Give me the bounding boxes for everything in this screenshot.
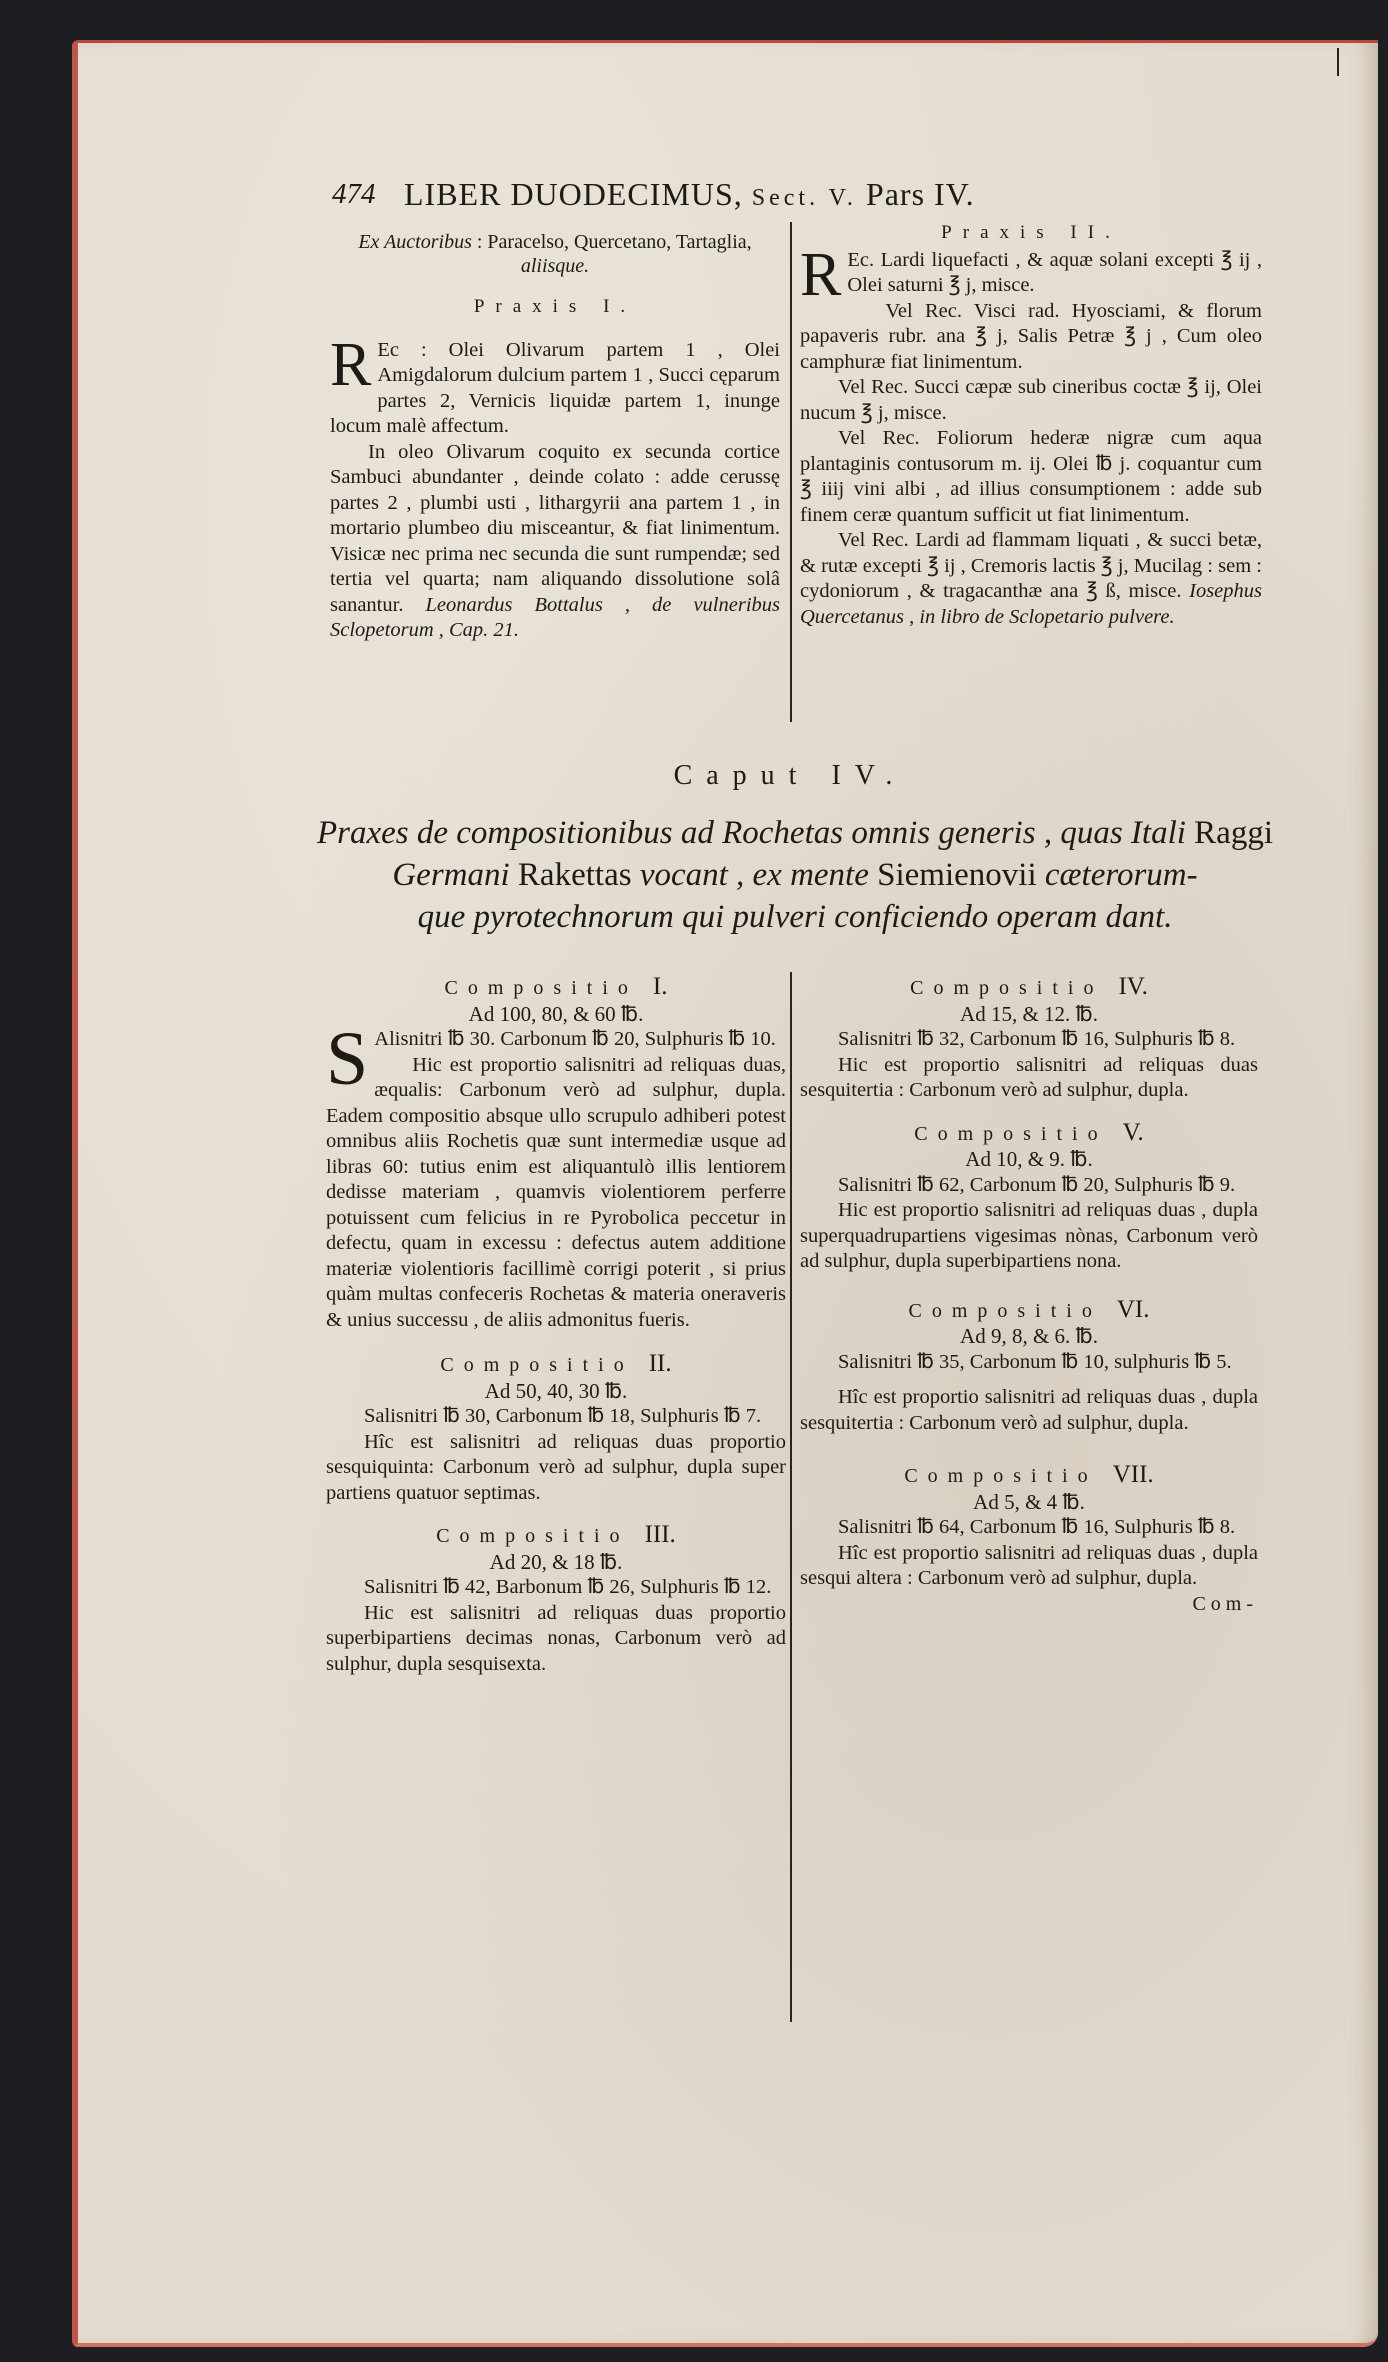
- authors-text: : Paracelso, Quercetano, Tartaglia,: [476, 231, 752, 253]
- chapter-heading: [300, 812, 1290, 938]
- composition-4: [800, 974, 1258, 1104]
- composition-quantity: Ad 15, & 12. ℔.: [960, 1001, 1098, 1026]
- paragraph-text: In oleo Olivarum coquito ex secunda cortice Sambuci abundanter , deinde colato : adde cerussę partes 2 , plumbi usti , lithargyrii ana partem 1 , in mortario plumbeo diu misceantur, & fiat linimentum. Visicæ nec prima nec secunda die sunt rumpendæ; sed tertia vel quarta; nam aliquando dissolutione solâ sanantur.: [330, 440, 780, 616]
- composition-title: [800, 1297, 1258, 1325]
- composition-recipe: Salisnitri ℔ 42, Barbonum ℔ 26, Sulphuris ℔ 12.: [364, 1576, 772, 1598]
- composition-quantity: Ad 50, 40, 30 ℔.: [484, 1378, 628, 1403]
- top-left-column: [330, 230, 780, 644]
- drop-cap-s: S: [326, 1017, 369, 1101]
- authors-line: [330, 230, 780, 278]
- composition-text: Hîc est proportio salisnitri ad reliquas duas , dupla sesqui altera : Carbonum verò ad sulphur, dupla.: [800, 1541, 1258, 1589]
- praxis-2-paragraph-2: Vel Rec. Visci rad. Hyosciami, & florum papaveris rubr. ana ℥ j, Salis Petræ ℥ j , Cum oleo camphuræ fiat linimentum.: [800, 299, 1262, 373]
- composition-recipe: Salisnitri ℔ 32, Carbonum ℔ 16, Sulphuris ℔ 8.: [838, 1028, 1236, 1050]
- recipe-text: Alisnitri ℔ 30. Carbonum ℔ 20, Sulphuris ℔ 10.: [374, 1028, 776, 1050]
- heading-text: Germani: [392, 857, 510, 893]
- composition-title: [800, 974, 1258, 1002]
- composition-recipe: Salisnitri ℔ 62, Carbonum ℔ 20, Sulphuris ℔ 9.: [838, 1173, 1236, 1196]
- praxis-2-paragraph-1: [800, 240, 1262, 309]
- composition-recipe: Salisnitri ℔ 64, Carbonum ℔ 16, Sulphuris ℔ 8.: [838, 1516, 1236, 1538]
- composition-3: [326, 1522, 786, 1677]
- title-numeral: III.: [644, 1521, 676, 1548]
- composition-title: [326, 974, 786, 1002]
- composition-recipe: Salisnitri ℔ 35, Carbonum ℔ 10, sulphuris ℔ 5.: [838, 1350, 1232, 1373]
- heading-line-1: [300, 812, 1290, 854]
- composition-quantity: Ad 10, & 9. ℔.: [965, 1147, 1093, 1171]
- paragraph-text: Vel Rec. Lardi ad flammam liquati , & succi betæ, & rutæ excepti ℥ ij , Cremoris lactis ℥ j, Mucilag : sem : cydoniorum , & tragacanthæ ana ℥ ß, misce.: [800, 529, 1262, 602]
- running-title: [404, 176, 975, 213]
- composition-quantity: Ad 5, & 4 ℔.: [973, 1489, 1085, 1514]
- composition-text: Hic est proportio salisnitri ad reliquas duas sesquitertia : Carbonum verò ad sulphur, dupla.: [800, 1053, 1258, 1101]
- composition-text: Hic est salisnitri ad reliquas duas proportio superbipartiens decimas nonas, Carbonum verò ad sulphur, dupla sesquisexta.: [326, 1601, 786, 1675]
- title-text: Compositio: [908, 1299, 1102, 1322]
- composition-text: Hic est proportio salisnitri ad reliquas duas , dupla superquadrupartiens vigesimas nònas, Carbonum verò ad sulphur, dupla superbipartiens nona.: [800, 1199, 1258, 1272]
- composition-5: [800, 1120, 1258, 1275]
- section-label: Sect. V.: [751, 185, 857, 211]
- title-numeral: V.: [1122, 1118, 1144, 1146]
- title-numeral: VII.: [1112, 1461, 1154, 1488]
- heading-text: Siemienovii: [877, 857, 1037, 893]
- citation: Leonardus Bottalus , de vulneribus Sclopetorum , Cap. 21.: [330, 593, 780, 641]
- title-text: Compositio: [444, 977, 638, 999]
- margin-mark: [1337, 48, 1339, 76]
- composition-text: Hic est proportio salisnitri ad reliquas duas, æqualis: Carbonum verò ad sulphur, dupla. Eadem compositio absque ullo scrupulo adhiberi potest omnibus aliis Rochetis quæ sunt intermediæ usque ad libras 60: tutius enim est aliquantulò illis lentiorem dedisse materiam , quamvis violentiorem perferre potuissent cum felicius in re Pyrobolica peccetur in defectu, quam in excessu : defectus autem additione materiæ violentioris facillimè corrigi poterit , si prius quàm multas confeceris Rochetas & materia oneraveris & unius successu , de aliis admonitus fueris.: [326, 1053, 786, 1331]
- composition-quantity: Ad 100, 80, & 60 ℔.: [468, 1001, 644, 1026]
- heading-line-3: que pyrotechnorum qui pulveri conficiendo operam dant.: [417, 899, 1173, 935]
- book-title: LIBER DUODECIMUS,: [404, 176, 743, 212]
- part-label: Pars IV.: [865, 176, 975, 212]
- composition-6: [800, 1297, 1258, 1437]
- heading-line-2: [300, 854, 1290, 896]
- praxis-2-paragraph-4: Vel Rec. Foliorum hederæ nigræ cum aqua plantaginis contusorum m. ij. Olei ℔ j. coquantur cum ℥ iiij vini albi , ad illius consumptionem : adde sub finem ceræ quantum sufficit ut fiat linimentum.: [800, 427, 1262, 526]
- composition-title: [326, 1522, 786, 1550]
- title-text: Compositio: [910, 977, 1104, 999]
- composition-text: Hîc est proportio salisnitri ad reliquas duas , dupla sesquitertia : Carbonum verò ad sulphur, dupla.: [800, 1386, 1258, 1434]
- composition-1: [326, 974, 786, 1333]
- title-numeral: VI.: [1116, 1295, 1150, 1323]
- composition-quantity: Ad 9, 8, & 6. ℔.: [960, 1324, 1098, 1348]
- title-numeral: IV.: [1118, 973, 1148, 1000]
- praxis-2-title: Praxis II.: [941, 222, 1121, 243]
- heading-text: Praxes de compositionibus ad Rochetas omnis generis , quas Itali: [317, 815, 1186, 851]
- composition-text: Hîc est salisnitri ad reliquas duas proportio sesquiquinta: Carbonum verò ad sulphur, dupla super partiens quatuor septimas.: [326, 1430, 786, 1504]
- title-text: Compositio: [914, 1122, 1108, 1145]
- authors-tail: aliisque.: [520, 255, 590, 277]
- heading-text: vocant , ex mente: [639, 857, 869, 893]
- column-divider-bottom: [790, 972, 792, 2022]
- page-number: 474: [332, 178, 376, 210]
- drop-cap-r: R: [330, 330, 372, 399]
- praxis-1-paragraph-1: [330, 330, 780, 440]
- composition-recipe: [326, 1017, 786, 1101]
- composition-quantity: Ad 20, & 18 ℔.: [489, 1549, 623, 1574]
- chapter-title: Caput IV.: [673, 760, 907, 791]
- compositions-left-column: [326, 974, 786, 1677]
- running-head: [332, 176, 1152, 216]
- heading-text: cæterorum-: [1044, 857, 1198, 893]
- top-right-column: [800, 220, 1262, 630]
- drop-cap-r: R: [800, 240, 842, 309]
- heading-text: Rakettas: [517, 857, 632, 893]
- title-text: Compositio: [904, 1465, 1098, 1487]
- composition-recipe: Salisnitri ℔ 30, Carbonum ℔ 18, Sulphuris ℔ 7.: [364, 1405, 762, 1427]
- composition-title: [800, 1120, 1258, 1148]
- praxis-1-title: Praxis I.: [473, 296, 637, 317]
- composition-title: [800, 1462, 1258, 1490]
- compositions-right-column: [800, 974, 1258, 1617]
- citation: Iosephus Quercetanus , in libro de Sclopetario pulvere.: [800, 580, 1263, 628]
- composition-title: [326, 1351, 786, 1379]
- title-text: Compositio: [440, 1354, 634, 1376]
- paragraph-text: Ec. Lardi liquefacti , & aquæ solani excepti ℥ ij , Olei saturni ℥ j, misce.: [847, 248, 1262, 296]
- heading-text: Raggi: [1194, 815, 1273, 851]
- composition-2: [326, 1351, 786, 1506]
- praxis-1-paragraph-2: [330, 440, 780, 644]
- authors-label: Ex Auctoribus: [358, 231, 472, 253]
- title-text: Compositio: [436, 1525, 630, 1547]
- catchword: Com-: [1192, 1592, 1258, 1615]
- title-numeral: II.: [648, 1350, 672, 1377]
- praxis-2-paragraph-5: [800, 528, 1262, 630]
- title-numeral: I.: [652, 973, 668, 1000]
- composition-7: [800, 1462, 1258, 1592]
- praxis-2-paragraph-3: Vel Rec. Succi cæpæ sub cineribus coctæ ℥ ij, Olei nucum ℥ j, misce.: [800, 376, 1262, 424]
- column-divider-top: [790, 222, 792, 722]
- paragraph-text: Ec : Olei Olivarum partem 1 , Olei Amigdalorum dulcium partem 1 , Succi cęparum partes 2, Vernicis liquidæ partem 1, inunge locum malè affectum.: [330, 338, 780, 437]
